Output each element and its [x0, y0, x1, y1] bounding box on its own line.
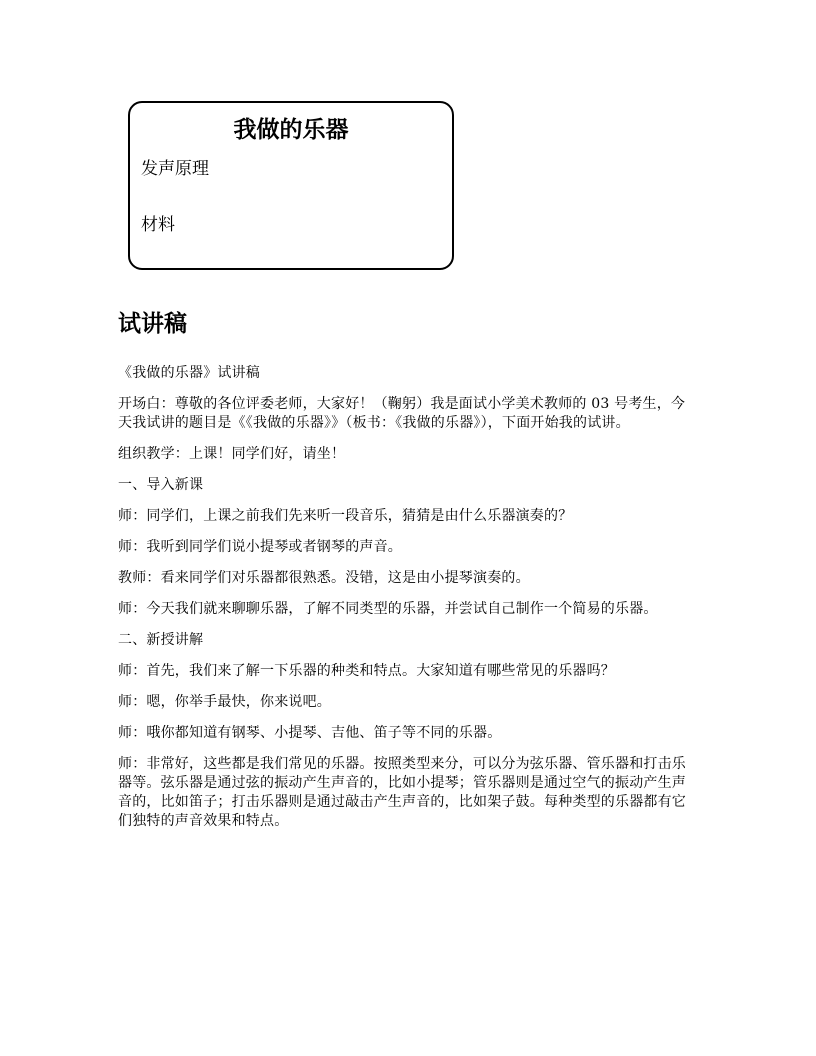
blackboard-outline — [128, 101, 454, 270]
board-line-principle: 发声原理 — [141, 159, 209, 179]
paragraph: 师：非常好，这些都是我们常见的乐器。按照类型来分，可以分为弦乐器、管乐器和打击乐器等。弦乐器是通过弦的振动产生声音的，比如小提琴；管乐器则是通过空气的振动产生声音的，比如笛子；打击乐器则是通过敲击产生声音的，比如架子鼓。每种类型的乐器都有它们独特的声音效果和特点。 — [118, 756, 686, 829]
lecture-script — [118, 364, 698, 843]
heading-new-lesson: 二、新授讲解 — [118, 632, 204, 648]
paragraph-organize: 组织教学：上课！同学们好，请坐！ — [118, 446, 346, 462]
paragraph-opening: 开场白：尊敬的各位评委老师，大家好！（鞠躬）我是面试小学美术教师的 03 号考生，今天我试讲的题目是《《我做的乐器》》（板书：《我做的乐器》），下面开始我的试讲。 — [118, 396, 686, 431]
paragraph: 师：哦你都知道有钢琴、小提琴、吉他、笛子等不同的乐器。 — [118, 725, 502, 741]
board-title: 我做的乐器 — [233, 117, 349, 143]
paragraph: 师：今天我们就来聊聊乐器，了解不同类型的乐器，并尝试自己制作一个简易的乐器。 — [118, 601, 658, 617]
heading-introduction: 一、导入新课 — [118, 477, 204, 493]
board-line-materials: 材料 — [141, 215, 175, 235]
paragraph: 师：首先，我们来了解一下乐器的种类和特点。大家知道有哪些常见的乐器吗？ — [118, 663, 615, 679]
paragraph: 师：嗯，你举手最快，你来说吧。 — [118, 694, 331, 710]
paragraph: 师：同学们，上课之前我们先来听一段音乐，猜猜是由什么乐器演奏的？ — [118, 508, 573, 524]
paragraph: 教师：看来同学们对乐器都很熟悉。没错，这是由小提琴演奏的。 — [118, 570, 530, 586]
section-title: 试讲稿 — [118, 311, 187, 337]
paragraph: 师：我听到同学们说小提琴或者钢琴的声音。 — [118, 539, 402, 555]
paragraph-doc-title: 《我做的乐器》试讲稿 — [118, 365, 260, 381]
